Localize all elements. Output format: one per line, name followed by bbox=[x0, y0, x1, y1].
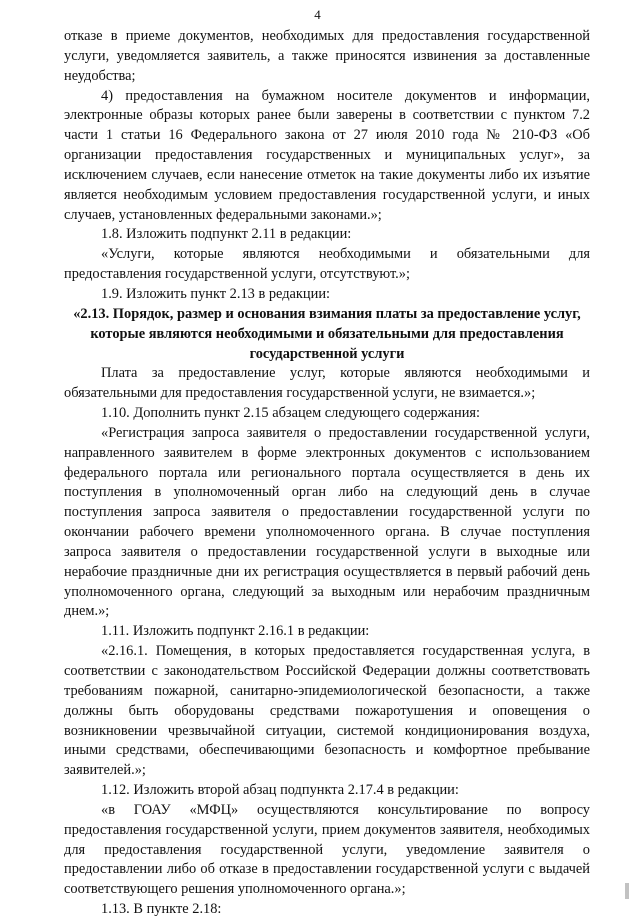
paragraph-item-4: 4) предоставления на бумажном носителе документов и информации, электронные образы которых ранее были заверены в соответствии с пунктом 7.2 части 1 статьи 16 Федерального закона от 27 июля 2010 года № 210-ФЗ «Об организации предоставления государственных и муниципальных услуг», за исключением случаев, если нанесение отметок на такие документы либо их изъятие является необходимым условием предоставления государственной услуги, и иных случаев, установленных федеральными законами.»; bbox=[64, 87, 590, 223]
paragraph-refusal-notice: отказе в приеме документов, необходимых для предоставления государственной услуги, уведомляется заявитель, а также приносятся извинения за доставленные неудобства; bbox=[64, 28, 590, 84]
paragraph-1-13: 1.13. В пункте 2.18: bbox=[101, 901, 222, 918]
paragraph-mfc: «в ГОАУ «МФЦ» осуществляются консультирование по вопросу предоставления государственной услуги, прием документов заявителя, необходимых для предоставления государственной услуги, уведомление заявителя о предоставлении либо об отказе в предоставлении государственной услуги с выдачей соответствующего решения уполномоченного органа.»; bbox=[64, 801, 590, 898]
paragraph-registration: «Регистрация запроса заявителя о предоставлении государственной услуги, направленного заявителем в форме электронных документов с использованием федерального портала или регионального портала осуществляется в день их поступления в уполномоченный орган либо на следующий день в случае поступления запроса заявителя о предоставлении государственной услуги по окончании рабочего времени уполномоченного органа. В случае поступления запроса заявителя о предоставлении государственной услуги в выходные или нерабочие праздничные дни их регистрация осуществляется в первый рабочий день уполномоченного органа, следующий за выходным или нерабочим праздничным днем.»; bbox=[64, 424, 590, 620]
paragraph-premises: «2.16.1. Помещения, в которых предоставляется государственная услуга, в соответствии с законодательством Российской Федерации должны соответствовать требованиям пожарной, санитарно-эпидемиологической безопасности, а также должны быть оборудованы средствами пожаротушения и оповещения о возникновении чрезвычайной ситуации, системой кондиционирования воздуха, иными средствами, обеспечивающими безопасность и комфортное пребывание заявителей.»; bbox=[64, 643, 590, 779]
paragraph-1-10: 1.10. Дополнить пункт 2.15 абзацем следующего содержания: bbox=[101, 405, 481, 422]
paragraph-services-absent: «Услуги, которые являются необходимыми и обязательными для предоставления государственной услуги, отсутствуют.»; bbox=[64, 246, 590, 283]
paragraph-1-9: 1.9. Изложить пункт 2.13 в редакции: bbox=[101, 285, 331, 302]
document-body bbox=[64, 27, 590, 920]
paragraph-fee-not-charged: Плата за предоставление услуг, которые являются необходимыми и обязательными для предоставления государственной услуги, не взимается.»; bbox=[64, 365, 590, 402]
section-heading-2-13: «2.13. Порядок, размер и основания взимания платы за предоставление услуг, которые являются необходимыми и обязательными для предоставления государственной услуги bbox=[73, 305, 581, 362]
paragraph-1-12: 1.12. Изложить второй абзац подпункта 2.17.4 в редакции: bbox=[101, 782, 459, 799]
paragraph-1-11: 1.11. Изложить подпункт 2.16.1 в редакции: bbox=[101, 623, 370, 640]
scan-artifact bbox=[625, 883, 629, 899]
paragraph-1-8: 1.8. Изложить подпункт 2.11 в редакции: bbox=[101, 226, 352, 243]
page-number: 4 bbox=[314, 7, 321, 22]
